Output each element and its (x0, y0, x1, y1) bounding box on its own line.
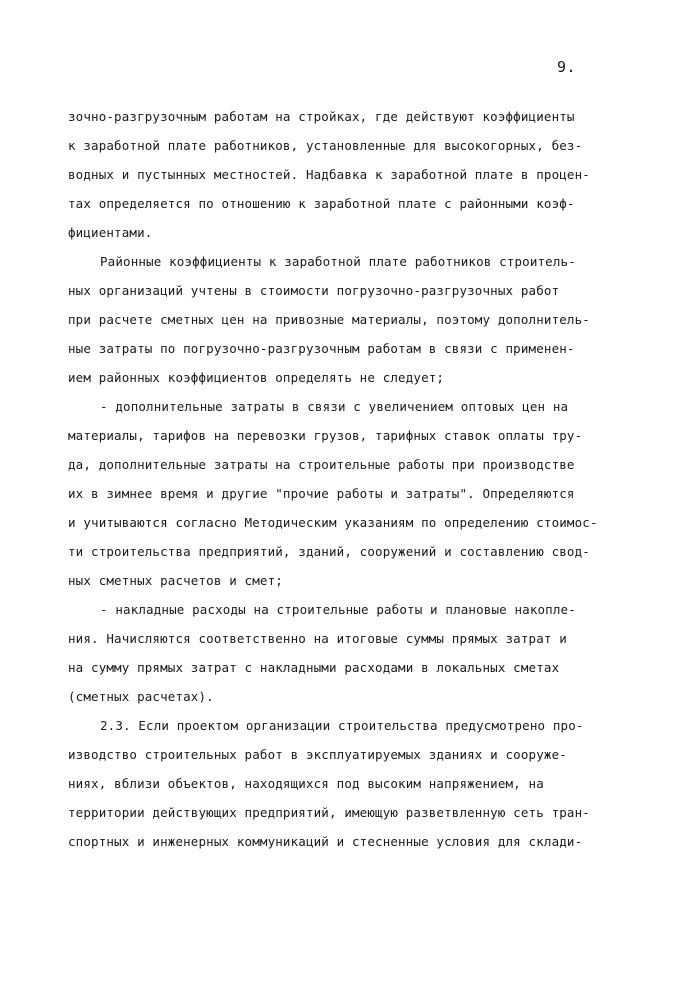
page-number: 9. (557, 58, 577, 76)
text-line: территории действующих предприятий, имеющую разветвленную сеть тран- (68, 805, 590, 820)
text-line: на сумму прямых затрат с накладными расходами в локальных сметах (68, 660, 560, 675)
text-line: Районные коэффициенты к заработной плате работников строитель- (100, 254, 576, 269)
text-line: ниях, вблизи объектов, находящихся под высоким напряжением, на (68, 776, 544, 791)
text-line: фициентами. (68, 225, 153, 240)
text-line: и учитываются согласно Методическим указаниям по определению стоимос- (68, 515, 598, 530)
text-line: их в зимнее время и другие "прочие работы и затраты". Определяются (68, 486, 575, 501)
text-line: (сметных расчетах). (68, 689, 214, 704)
text-line: материалы, тарифов на перевозки грузов, тарифных ставок оплаты тру- (68, 428, 583, 443)
text-line: - накладные расходы на строительные работы и плановые накопле- (100, 602, 576, 617)
text-line: спортных и инженерных коммуникаций и стесненные условия для склади- (68, 834, 583, 849)
text-line: при расчете сметных цен на привозные материалы, поэтому дополнитель- (68, 312, 590, 327)
text-line: 2.3. Если проектом организации строительства предусмотрено про- (100, 718, 584, 733)
text-line: ные затраты по погрузочно-разгрузочным работам в связи с применен- (68, 341, 575, 356)
text-line: ния. Начисляются соответственно на итоговые суммы прямых затрат и (68, 631, 567, 646)
text-line: изводство строительных работ в эксплуатируемых зданиях и сооруже- (68, 747, 567, 762)
text-line: ти строительства предприятий, зданий, сооружений и составлению свод- (68, 544, 590, 559)
text-line: ием районных коэффициентов определять не следует; (68, 370, 445, 385)
text-line: да, дополнительные затраты на строительные работы при производстве (68, 457, 575, 472)
text-line: зочно-разгрузочным работам на стройках, где действуют коэффициенты (68, 109, 575, 124)
text-line: ных организаций учтены в стоимости погрузочно-разгрузочных работ (68, 283, 560, 298)
text-line: ных сметных расчетов и смет; (68, 573, 283, 588)
text-line: водных и пустынных местностей. Надбавка к заработной плате в процен- (68, 167, 590, 182)
text-line: - дополнительные затраты в связи с увеличением оптовых цен на (100, 399, 569, 414)
text-line: тах определяется по отношению к заработной плате с районными коэф- (68, 196, 575, 211)
text-line: к заработной плате работников, установленные для высокогорных, без- (68, 138, 583, 153)
